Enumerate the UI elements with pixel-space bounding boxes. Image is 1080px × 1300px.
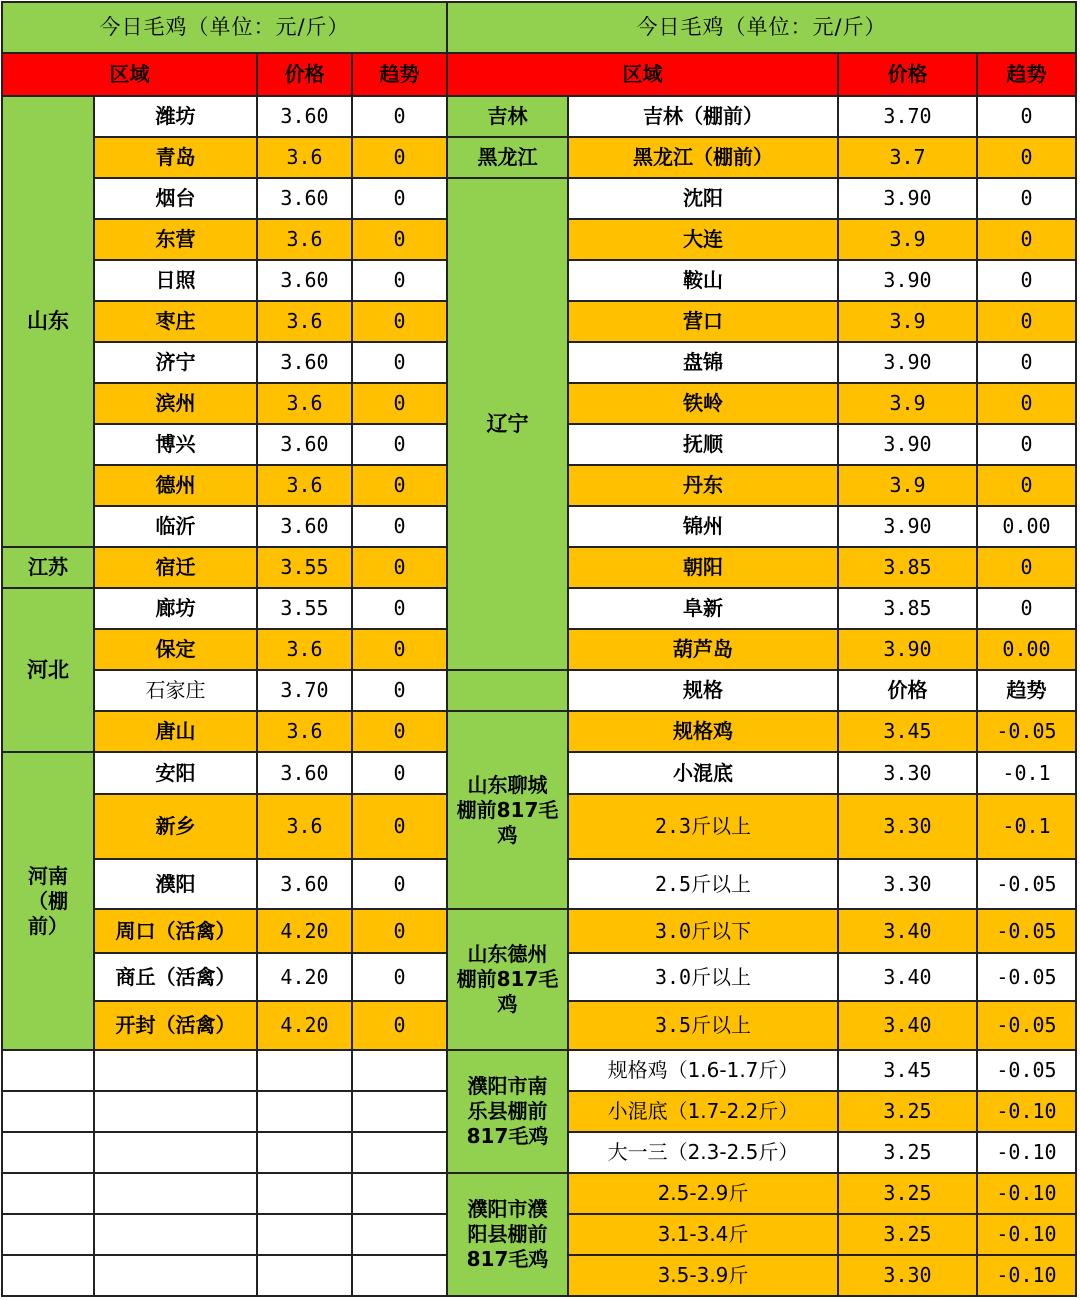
spec-name: 3.0斤以下 <box>568 909 838 953</box>
price-value: 3.90 <box>838 178 977 219</box>
left-header-region: 区域 <box>2 53 257 96</box>
empty-cell <box>352 1214 447 1255</box>
price-value: 3.6 <box>257 794 352 859</box>
city-name: 吉林（棚前） <box>568 96 838 137</box>
city-name: 丹东 <box>568 465 838 506</box>
trend-value: 0 <box>977 547 1076 588</box>
city-name: 周口（活禽） <box>94 909 257 953</box>
city-name: 石家庄 <box>94 670 257 711</box>
region-shandong: 山东 <box>2 96 94 547</box>
price-value: 3.60 <box>257 424 352 465</box>
region-liaoning: 辽宁 <box>447 178 568 670</box>
empty-cell <box>94 1132 257 1173</box>
price-value: 3.9 <box>838 465 977 506</box>
price-value: 3.60 <box>257 752 352 794</box>
price-value: 3.6 <box>257 465 352 506</box>
spec-price-header: 价格 <box>838 670 977 711</box>
price-value: 3.40 <box>838 909 977 953</box>
trend-value: 0 <box>352 909 447 953</box>
price-value: 3.30 <box>838 859 977 909</box>
price-value: 3.85 <box>838 547 977 588</box>
spec-name: 3.5-3.9斤 <box>568 1255 838 1296</box>
trend-value: 0 <box>977 424 1076 465</box>
price-value: 3.60 <box>257 178 352 219</box>
city-name: 临沂 <box>94 506 257 547</box>
empty-cell <box>2 1132 94 1173</box>
trend-value: 0 <box>977 342 1076 383</box>
trend-value: 0 <box>352 859 447 909</box>
city-name: 新乡 <box>94 794 257 859</box>
region-jiangsu: 江苏 <box>2 547 94 588</box>
price-value: 3.70 <box>838 96 977 137</box>
city-name: 营口 <box>568 301 838 342</box>
city-name: 滨州 <box>94 383 257 424</box>
region-heilongjiang: 黑龙江 <box>447 137 568 178</box>
trend-value: 0 <box>352 670 447 711</box>
spec-name: 2.5斤以上 <box>568 859 838 909</box>
price-value: 3.7 <box>838 137 977 178</box>
city-name: 商丘（活禽） <box>94 953 257 1001</box>
price-value: 3.90 <box>838 342 977 383</box>
city-name: 德州 <box>94 465 257 506</box>
city-name: 安阳 <box>94 752 257 794</box>
city-name: 开封（活禽） <box>94 1001 257 1050</box>
trend-value: 0 <box>352 178 447 219</box>
trend-value: -0.1 <box>977 794 1076 859</box>
spec-name: 大一三（2.3-2.5斤） <box>568 1132 838 1173</box>
city-name: 铁岭 <box>568 383 838 424</box>
left-header-trend: 趋势 <box>352 53 447 96</box>
city-name: 博兴 <box>94 424 257 465</box>
price-value: 3.55 <box>257 547 352 588</box>
empty-cell <box>94 1214 257 1255</box>
price-value: 3.60 <box>257 859 352 909</box>
price-value: 3.25 <box>838 1173 977 1214</box>
trend-value: -0.05 <box>977 711 1076 752</box>
trend-value: 0 <box>977 383 1076 424</box>
trend-value: -0.10 <box>977 1091 1076 1132</box>
empty-cell <box>2 1173 94 1214</box>
trend-value: 0 <box>352 711 447 752</box>
trend-value: -0.10 <box>977 1173 1076 1214</box>
region-hebei: 河北 <box>2 588 94 752</box>
trend-value: 0 <box>352 96 447 137</box>
price-value: 3.30 <box>838 794 977 859</box>
region-shandong-dezhou: 山东德州 棚前817毛 鸡 <box>447 909 568 1050</box>
spec-name: 2.3斤以上 <box>568 794 838 859</box>
city-name: 鞍山 <box>568 260 838 301</box>
city-name: 潍坊 <box>94 96 257 137</box>
trend-value: 0 <box>977 301 1076 342</box>
region-shandong-liaocheng: 山东聊城 棚前817毛 鸡 <box>447 711 568 909</box>
trend-value: -0.10 <box>977 1214 1076 1255</box>
city-name: 濮阳 <box>94 859 257 909</box>
price-value: 3.9 <box>838 301 977 342</box>
trend-value: -0.10 <box>977 1132 1076 1173</box>
price-value: 3.25 <box>838 1132 977 1173</box>
city-name: 沈阳 <box>568 178 838 219</box>
price-value: 3.60 <box>257 506 352 547</box>
price-value: 4.20 <box>257 909 352 953</box>
trend-value: 0 <box>352 588 447 629</box>
city-name: 济宁 <box>94 342 257 383</box>
region-puyang-nanle: 濮阳市南 乐县棚前 817毛鸡 <box>447 1050 568 1173</box>
region-jilin: 吉林 <box>447 96 568 137</box>
trend-value: 0 <box>352 342 447 383</box>
spec-name: 3.5斤以上 <box>568 1001 838 1050</box>
trend-value: 0 <box>352 1001 447 1050</box>
price-value: 3.6 <box>257 629 352 670</box>
price-value: 3.25 <box>838 1214 977 1255</box>
trend-value: 0 <box>352 547 447 588</box>
empty-cell <box>257 1050 352 1091</box>
price-value: 3.90 <box>838 629 977 670</box>
price-value: 3.30 <box>838 1255 977 1296</box>
empty-cell <box>94 1173 257 1214</box>
city-name: 青岛 <box>94 137 257 178</box>
right-header-region: 区域 <box>447 53 838 96</box>
trend-value: 0 <box>977 96 1076 137</box>
empty-cell <box>2 1050 94 1091</box>
trend-value: 0 <box>352 794 447 859</box>
trend-value: 0.00 <box>977 629 1076 670</box>
empty-cell <box>257 1132 352 1173</box>
city-name: 朝阳 <box>568 547 838 588</box>
trend-value: 0 <box>977 137 1076 178</box>
right-header-price: 价格 <box>838 53 977 96</box>
trend-value: 0 <box>352 506 447 547</box>
trend-value: 0 <box>977 219 1076 260</box>
spec-name: 规格鸡 <box>568 711 838 752</box>
spec-name: 规格鸡（1.6-1.7斤） <box>568 1050 838 1091</box>
city-name: 黑龙江（棚前） <box>568 137 838 178</box>
left-price-table <box>1 1 448 1297</box>
trend-value: 0.00 <box>977 506 1076 547</box>
empty-cell <box>257 1173 352 1214</box>
trend-value: 0 <box>352 424 447 465</box>
city-name: 阜新 <box>568 588 838 629</box>
price-value: 4.20 <box>257 953 352 1001</box>
trend-value: -0.05 <box>977 1050 1076 1091</box>
city-name: 唐山 <box>94 711 257 752</box>
trend-value: 0 <box>352 260 447 301</box>
trend-value: -0.05 <box>977 859 1076 909</box>
spec-name: 2.5-2.9斤 <box>568 1173 838 1214</box>
empty-cell <box>352 1050 447 1091</box>
price-value: 3.6 <box>257 301 352 342</box>
trend-value: 0 <box>977 588 1076 629</box>
right-header-trend: 趋势 <box>977 53 1076 96</box>
price-value: 3.30 <box>838 752 977 794</box>
trend-value: 0 <box>352 752 447 794</box>
spec-name: 小混底 <box>568 752 838 794</box>
empty-cell <box>2 1255 94 1296</box>
price-value: 3.45 <box>838 711 977 752</box>
spec-header-blank <box>447 670 568 711</box>
price-value: 3.25 <box>838 1091 977 1132</box>
empty-cell <box>2 1091 94 1132</box>
spec-name: 3.0斤以上 <box>568 953 838 1001</box>
price-value: 3.90 <box>838 424 977 465</box>
price-value: 3.60 <box>257 96 352 137</box>
price-value: 3.55 <box>257 588 352 629</box>
price-value: 4.20 <box>257 1001 352 1050</box>
empty-cell <box>352 1255 447 1296</box>
city-name: 锦州 <box>568 506 838 547</box>
trend-value: 0 <box>352 137 447 178</box>
price-value: 3.9 <box>838 383 977 424</box>
trend-value: -0.05 <box>977 953 1076 1001</box>
empty-cell <box>94 1050 257 1091</box>
price-value: 3.6 <box>257 383 352 424</box>
price-value: 3.40 <box>838 953 977 1001</box>
empty-cell <box>94 1255 257 1296</box>
empty-cell <box>257 1214 352 1255</box>
price-value: 3.6 <box>257 137 352 178</box>
right-table-title: 今日毛鸡（单位：元/斤） <box>447 2 1076 53</box>
trend-value: 0 <box>352 301 447 342</box>
city-name: 宿迁 <box>94 547 257 588</box>
trend-value: 0 <box>352 219 447 260</box>
trend-value: -0.10 <box>977 1255 1076 1296</box>
city-name: 枣庄 <box>94 301 257 342</box>
spec-name: 3.1-3.4斤 <box>568 1214 838 1255</box>
city-name: 葫芦岛 <box>568 629 838 670</box>
city-name: 盘锦 <box>568 342 838 383</box>
empty-cell <box>352 1173 447 1214</box>
price-value: 3.70 <box>257 670 352 711</box>
trend-value: 0 <box>352 953 447 1001</box>
trend-value: 0 <box>977 178 1076 219</box>
city-name: 东营 <box>94 219 257 260</box>
price-value: 3.6 <box>257 219 352 260</box>
empty-cell <box>2 1214 94 1255</box>
trend-value: 0 <box>977 260 1076 301</box>
region-puyang-county: 濮阳市濮 阳县棚前 817毛鸡 <box>447 1173 568 1296</box>
city-name: 廊坊 <box>94 588 257 629</box>
trend-value: 0 <box>352 383 447 424</box>
trend-value: 0 <box>977 465 1076 506</box>
city-name: 抚顺 <box>568 424 838 465</box>
price-value: 3.6 <box>257 711 352 752</box>
spec-trend-header: 趋势 <box>977 670 1076 711</box>
empty-cell <box>257 1091 352 1132</box>
empty-cell <box>352 1132 447 1173</box>
price-value: 3.90 <box>838 506 977 547</box>
right-price-table <box>446 1 1077 1297</box>
city-name: 大连 <box>568 219 838 260</box>
city-name: 烟台 <box>94 178 257 219</box>
trend-value: 0 <box>352 465 447 506</box>
spec-name: 小混底（1.7-2.2斤） <box>568 1091 838 1132</box>
price-value: 3.40 <box>838 1001 977 1050</box>
trend-value: 0 <box>352 629 447 670</box>
spec-header: 规格 <box>568 670 838 711</box>
trend-value: -0.1 <box>977 752 1076 794</box>
price-value: 3.9 <box>838 219 977 260</box>
price-value: 3.85 <box>838 588 977 629</box>
price-value: 3.45 <box>838 1050 977 1091</box>
empty-cell <box>352 1091 447 1132</box>
city-name: 日照 <box>94 260 257 301</box>
trend-value: -0.05 <box>977 1001 1076 1050</box>
price-value: 3.60 <box>257 342 352 383</box>
price-value: 3.60 <box>257 260 352 301</box>
empty-cell <box>94 1091 257 1132</box>
left-header-price: 价格 <box>257 53 352 96</box>
empty-cell <box>257 1255 352 1296</box>
trend-value: -0.05 <box>977 909 1076 953</box>
city-name: 保定 <box>94 629 257 670</box>
region-henan: 河南 （棚 前） <box>2 752 94 1050</box>
price-value: 3.90 <box>838 260 977 301</box>
left-table-title: 今日毛鸡（单位：元/斤） <box>2 2 447 53</box>
